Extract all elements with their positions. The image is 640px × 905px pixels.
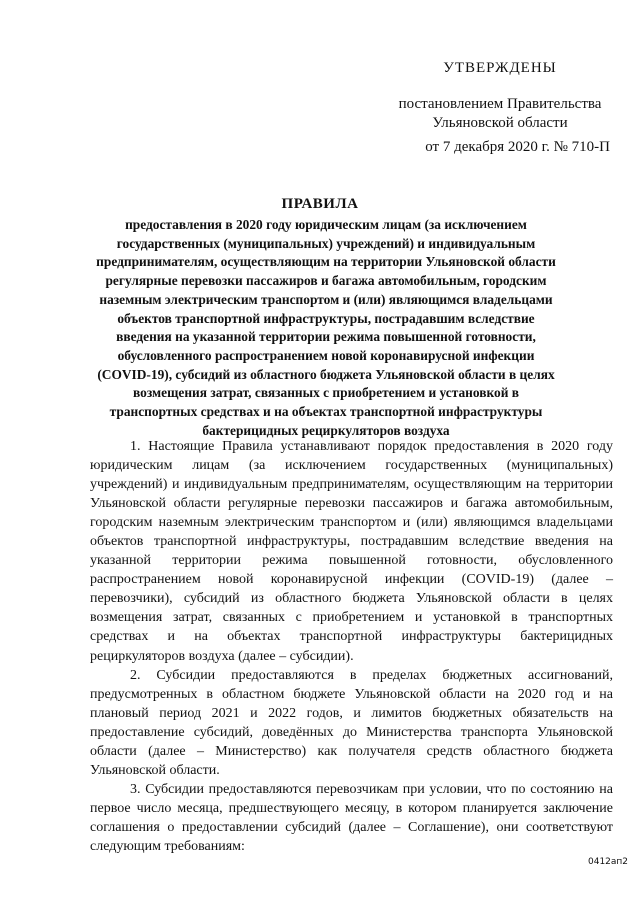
decree-date: от 7 декабря 2020 г. № 710-П [425,139,610,155]
document-subtitle: предоставления в 2020 году юридическим лицам (за исключением государственных (муниципальных) учреждений) и индивидуальным предпринимателям, осуществляющим на территории Ульяновской области регулярные перевозки пассажиров и багажа автомобильным, городским наземным электрическим транспортом и (или) являющимся владельцами объектов транспортной инфраструктуры, пострадавшим вследствие введения на указанной территории режима повышенной готовности, обусловленного распространением новой коронавирусной инфекции (COVID-19), субсидий из областного бюджета Ульяновской области в целях возмещения затрат, связанных с приобретением и установкой в транспортных средствах и на объектах транспортной инфраструктуры бактерицидных рециркуляторов воздуха [96,217,556,438]
paragraph-3: 3. Субсидии предоставляются перевозчикам при условии, что по состоянию на первое число месяца, предшествующего месяцу, в котором планируется заключение соглашения о предоставлении субсидий (далее – Соглашение), они соответствуют следующим требованиям: [90,781,613,854]
paragraph-2: 2. Субсидии предоставляются в пределах бюджетных ассигнований, предусмотренных в областном бюджете Ульяновской области на 2020 год и на плановый период 2021 и 2022 годов, и лимитов бюджетных обязательств на предоставление субсидий, доведённых до Министерства транспорта Ульяновской области (далее – Министерство) как получателя средств областного бюджета Ульяновской области. [90,667,613,778]
decree-reference [380,95,620,133]
decree-line-2: Ульяновской области [432,115,568,131]
paragraph-1: 1. Настоящие Правила устанавливают порядок предоставления в 2020 году юридическим лицам (за исключением государственных (муниципальных) учреждений) и индивидуальным предпринимателям, осуществляющим на территории Ульяновской области регулярные перевозки пассажиров и багажа автомобильным, городским наземным электрическим транспортом и (или) являющимся владельцами объектов транспортной инфраструктуры, пострадавшим вследствие введения на указанной территории режима повышенной готовности, обусловленного распространением новой коронавирусной инфекции (COVID-19) (далее – перевозчики), субсидий из областного бюджета Ульяновской области в целях возмещения затрат, связанных с приобретением и установкой в транспортных средствах и на объектах транспортной инфраструктуры бактерицидных рециркуляторов воздуха (далее – субсидии). [90,439,613,664]
page-code: 0412ап2 [588,857,629,867]
approved-heading: УТВЕРЖДЕНЫ [443,60,557,76]
document-body [90,437,613,856]
document-title: ПРАВИЛА [281,196,359,212]
decree-line-1: постановлением Правительства [398,96,602,112]
